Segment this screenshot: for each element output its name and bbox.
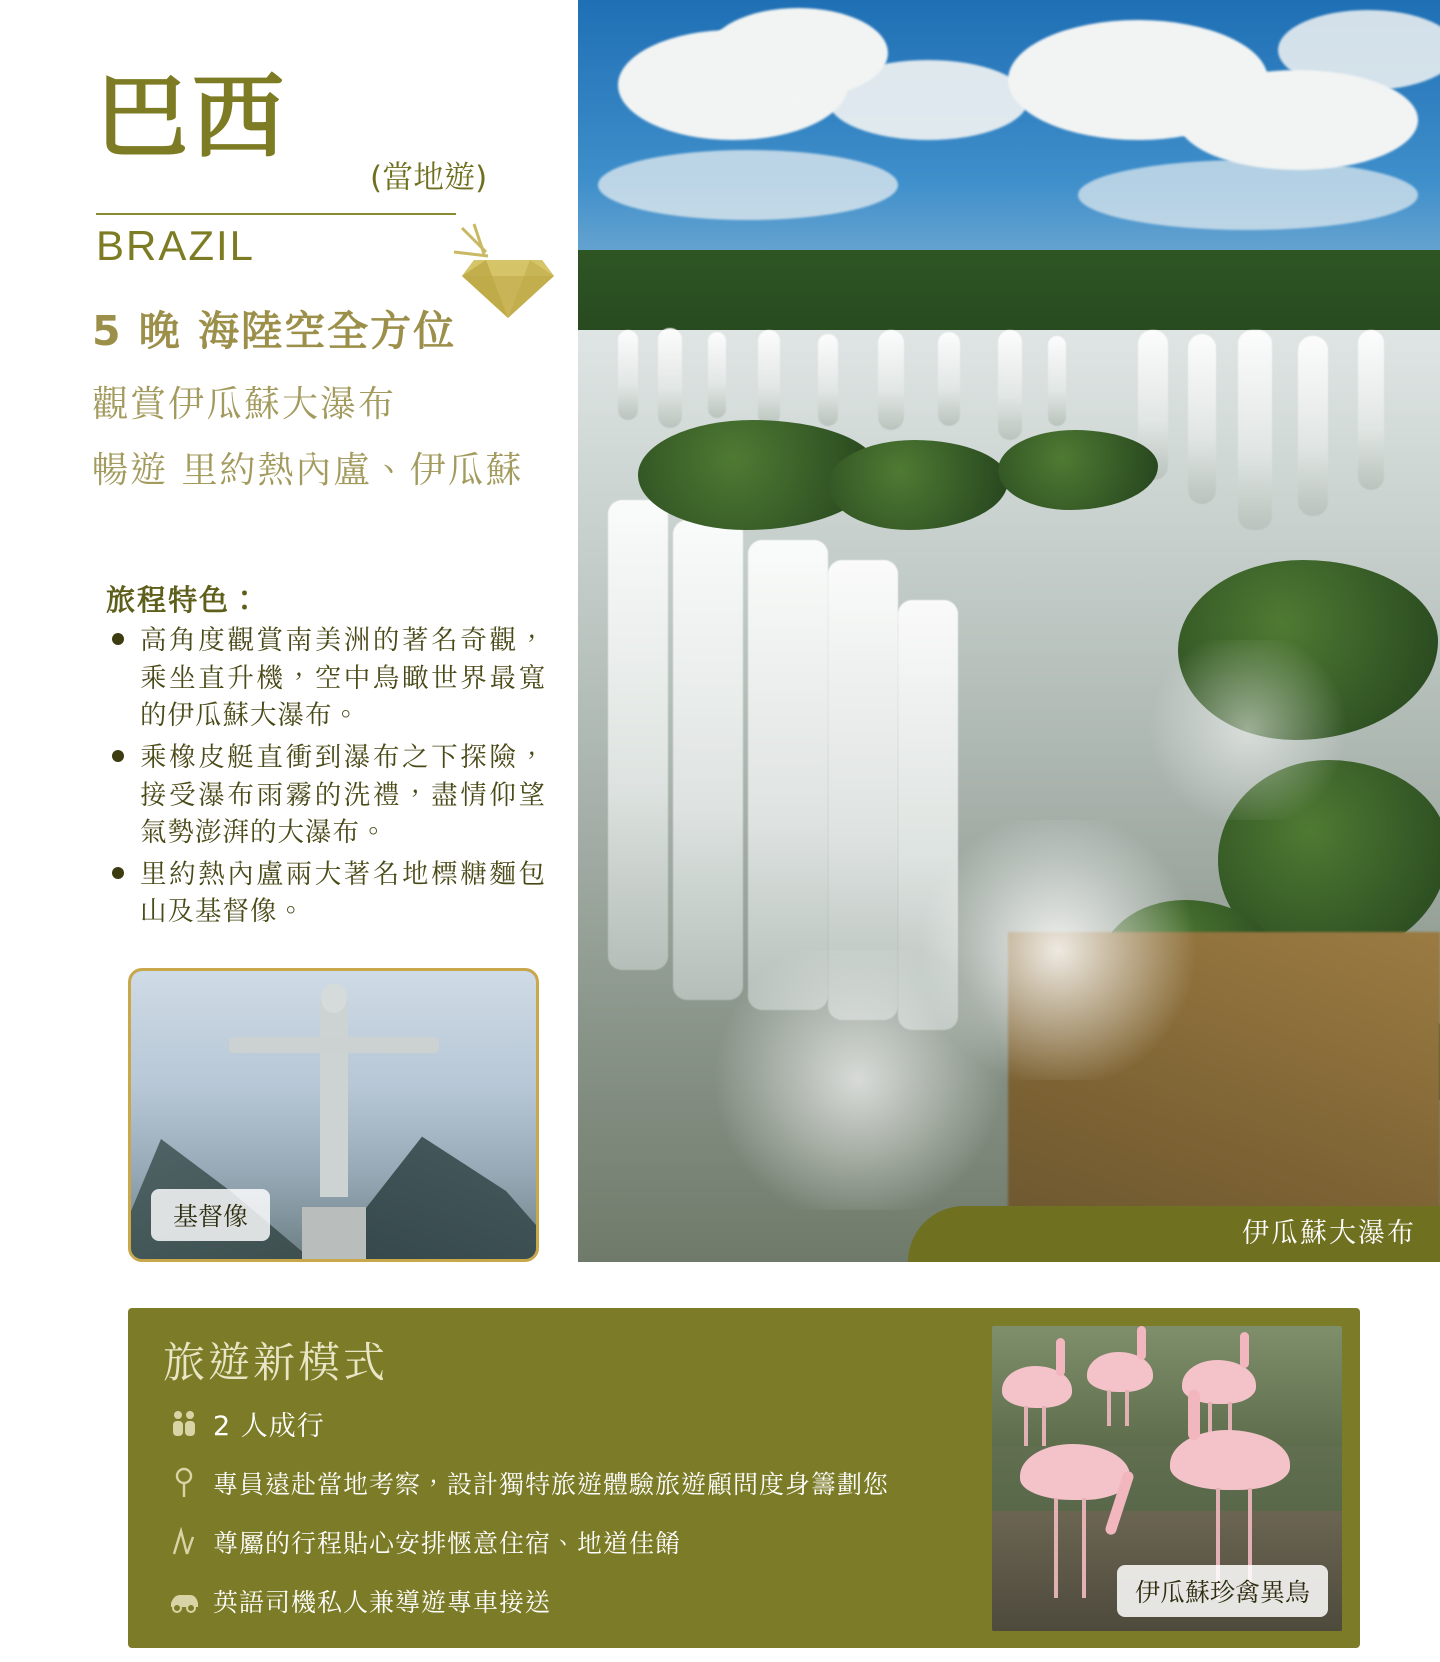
christ-redeemer-photo [128, 968, 539, 1262]
list-item [163, 1582, 889, 1620]
bullet-icon [112, 867, 124, 879]
flamingo-photo [992, 1326, 1342, 1631]
waterfall-stripe [998, 330, 1022, 440]
statue-pedestal [302, 1207, 366, 1259]
waterfall-stripe [1048, 336, 1066, 426]
waterfall-stripe [673, 520, 743, 1000]
cloud-shape [598, 150, 898, 220]
features-heading: 旅程特色： [106, 583, 262, 617]
bullet-icon [112, 633, 124, 645]
left-column [0, 0, 578, 1338]
mist-spray [1138, 640, 1358, 820]
car-icon [163, 1582, 205, 1620]
title-divider [96, 213, 456, 215]
iguazu-falls-photo [578, 0, 1440, 1262]
two-people-icon [163, 1405, 205, 1443]
page-title-english: BRAZIL [96, 222, 256, 269]
tagline-2: 觀賞伊瓜蘇大瀑布 [92, 384, 397, 425]
waterfall-stripe [1238, 330, 1272, 530]
list-item [106, 622, 546, 735]
waterfall-stripe [708, 332, 726, 418]
statue-head [321, 983, 347, 1013]
waterfall-stripe [658, 328, 682, 428]
list-item [163, 1404, 889, 1443]
waterfall-stripe [608, 500, 668, 970]
statue-arms [229, 1037, 439, 1053]
list-item-text: 里約熱內盧兩大著名地標糖麵包山及基督像。 [140, 858, 546, 928]
falls-photo-caption: 伊瓜蘇大瀑布 [1242, 1218, 1416, 1249]
waterfall-stripe [938, 332, 960, 426]
waterfall-stripe [1358, 330, 1384, 490]
person-pin-icon [163, 1464, 205, 1502]
list-item-text: 2 人成行 [213, 1411, 325, 1442]
list-item-text: 高角度觀賞南美洲的著名奇觀，乘坐直升機，空中鳥瞰世界最寬的伊瓜蘇大瀑布。 [140, 625, 546, 732]
christ-photo-caption: 基督像 [151, 1189, 270, 1241]
waterfall-stripe [878, 330, 904, 430]
page-title-subnote: (當地遊) [370, 160, 488, 196]
compass-icon [163, 1523, 205, 1561]
list-item-text: 乘橡皮艇直衝到瀑布之下探險，接受瀑布雨霧的洗禮，盡情仰望氣勢澎湃的大瀑布。 [140, 741, 546, 849]
waterfall-stripe [758, 330, 780, 426]
cloud-shape [828, 60, 1028, 140]
diamond-icon [452, 222, 564, 322]
waterfall-stripe [818, 334, 838, 426]
flamingo-photo-caption: 伊瓜蘇珍禽異鳥 [1117, 1565, 1328, 1617]
list-item-text: 尊屬的行程貼心安排愜意住宿、地道佳餚 [213, 1529, 682, 1558]
list-item [163, 1464, 889, 1502]
waterfall-stripe [1188, 334, 1216, 504]
panel-feature-list [163, 1404, 889, 1641]
waterfall-stripe [748, 540, 828, 1010]
statue-body [320, 997, 348, 1197]
waterfall-stripe [618, 330, 638, 420]
features-list [106, 622, 546, 935]
panel-title: 旅遊新模式 [163, 1338, 389, 1387]
travel-mode-panel [128, 1308, 1360, 1648]
list-item [106, 856, 546, 931]
tagline-1: 5 晚 海陸空全方位 [92, 307, 457, 355]
cloud-shape [1078, 160, 1418, 230]
list-item [106, 739, 546, 852]
waterfall-stripe [1298, 336, 1328, 516]
bullet-icon [112, 750, 124, 762]
list-item-text: 英語司機私人兼導遊專車接送 [213, 1588, 552, 1617]
page-title-chinese: 巴西 [96, 64, 289, 171]
list-item-text: 專員遠赴當地考察，設計獨特旅遊體驗旅遊顧問度身籌劃您 [213, 1470, 890, 1499]
mist-spray [698, 950, 1018, 1210]
list-item [163, 1523, 889, 1561]
tagline-3: 暢遊 里約熱內盧、伊瓜蘇 [92, 450, 524, 491]
